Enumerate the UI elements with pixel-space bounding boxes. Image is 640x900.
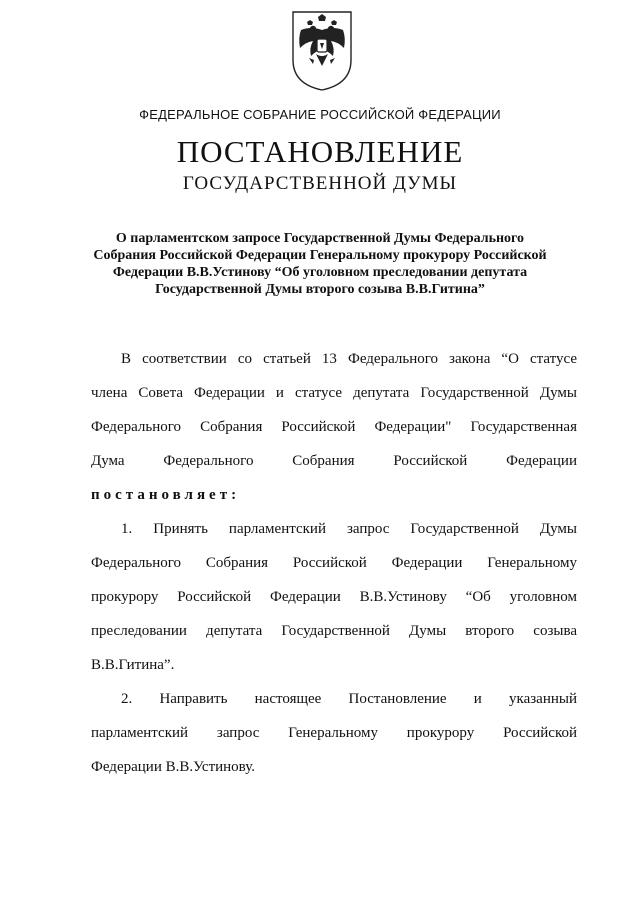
paragraph-line: Федерального Собрания Российской Федерации Генеральному [91,555,577,571]
resolves-text: постановляет: [91,487,241,503]
organization-name: ФЕДЕРАЛЬНОЕ СОБРАНИЕ РОССИЙСКОЙ ФЕДЕРАЦИИ [139,107,501,122]
resolution-item-1 [91,512,577,682]
resolves-word [91,478,577,512]
subject-line: Государственной Думы второго созыва В.В.Гитина” [155,282,485,297]
coat-of-arms-icon [289,8,355,92]
paragraph-line: В соответствии со статьей 13 Федерального закона “О статусе [121,351,577,367]
paragraph-line: Федерального Собрания Российской Федерации" Государственная [91,419,577,435]
document-issuer: ГОСУДАРСТВЕННОЙ ДУМЫ [182,173,458,194]
subject-line: Федерации В.В.Устинову “Об уголовном преследовании депутата [112,265,528,280]
paragraph-line: члена Совета Федерации и статусе депутата Государственной Думы [91,385,577,401]
paragraph-line: прокурору Российской Федерации В.В.Устинову “Об уголовном [91,589,577,605]
document-subject [80,230,560,298]
document-type-title: ПОСТАНОВЛЕНИЕ [176,134,464,169]
paragraph-line: парламентский запрос Генеральному прокурору Российской [91,725,577,741]
subject-line: Собрания Российской Федерации Генеральному прокурору Российской [93,248,547,263]
resolution-item-2 [91,682,577,784]
paragraph-line: Федерации В.В.Устинову. [91,759,256,775]
subject-line: О парламентском запросе Государственной Думы Федерального [115,231,525,246]
paragraph-line: В.В.Гитина”. [91,657,175,673]
paragraph-line: 2. Направить настоящее Постановление и указанный [121,691,577,707]
paragraph-line: 1. Принять парламентский запрос Государственной Думы [121,521,577,537]
intro-paragraph [91,342,577,478]
paragraph-line: Дума Федерального Собрания Российской Федерации [91,453,577,469]
paragraph-line: преследовании депутата Государственной Думы второго созыва [91,623,577,639]
